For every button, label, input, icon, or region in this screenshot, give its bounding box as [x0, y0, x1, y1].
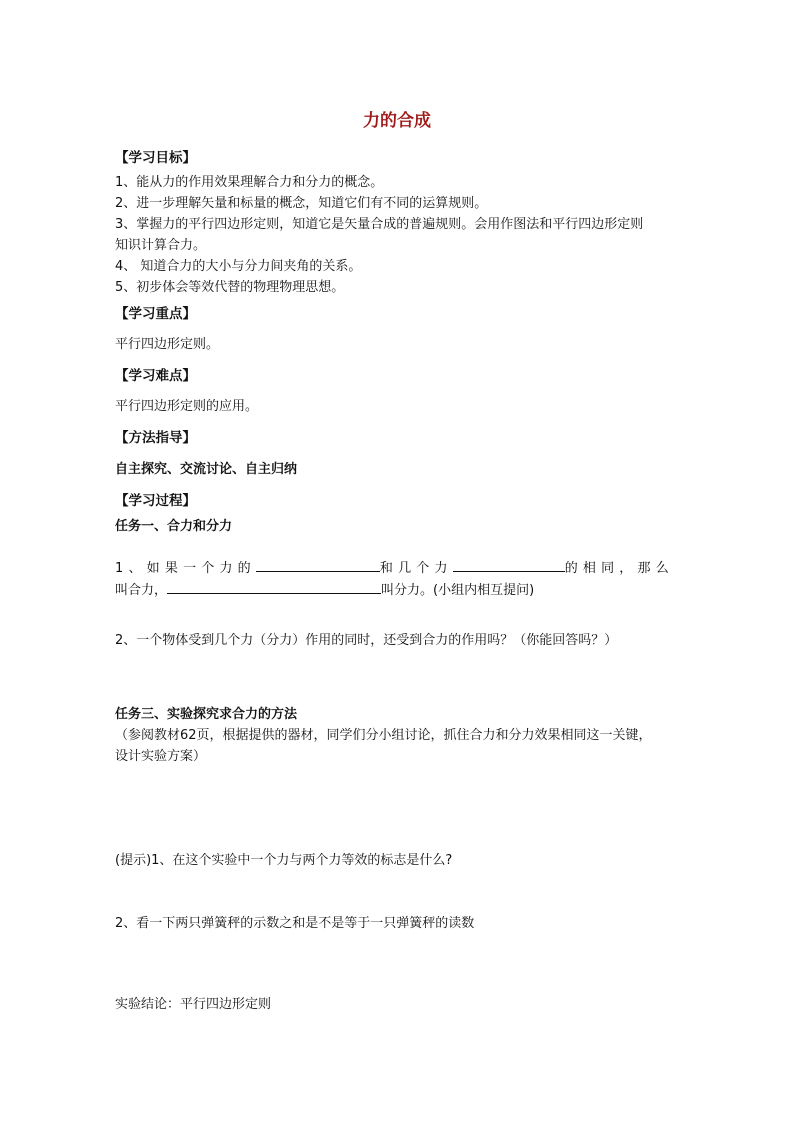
task1-question1-line1: [115, 557, 674, 576]
objective-item: 知识计算合力。: [115, 238, 207, 253]
fill-blank[interactable]: [256, 559, 380, 572]
q1-text-end: 的相同，那么: [564, 561, 674, 576]
objective-item: 2、进一步理解矢量和标量的概念，知道它们有不同的运算规则。: [115, 196, 488, 211]
method-heading: 【方法指导】: [115, 430, 196, 446]
task1-title: 任务一、合力和分力: [115, 519, 233, 534]
task3-hint1: (提示)1、在这个实验中一个力与两个力等效的标志是什么?: [115, 853, 453, 868]
q1-line2-start: 叫合力，: [115, 583, 168, 598]
process-heading: 【学习过程】: [115, 493, 196, 509]
fill-blank[interactable]: [167, 581, 381, 594]
difficulties-text: 平行四边形定则的应用。: [115, 399, 259, 414]
experiment-conclusion: 实验结论：平行四边形定则: [115, 997, 272, 1012]
key-points-heading: 【学习重点】: [115, 306, 196, 322]
task1-question1-line2: [115, 579, 534, 598]
task1-question2: 2、一个物体受到几个力（分力）作用的同时，还受到合力的作用吗？（你能回答吗？）: [115, 633, 618, 648]
difficulties-heading: 【学习难点】: [115, 368, 196, 384]
q1-text-middle: 和几个力: [379, 561, 453, 576]
q1-text-start: 1、如果一个力的: [115, 561, 256, 576]
objective-item: 1、能从力的作用效果理解合力和分力的概念。: [115, 175, 384, 190]
task3-intro-line2: 设计实验方案）: [115, 749, 207, 764]
objective-item: 3、掌握力的平行四边形定则，知道它是矢量合成的普遍规则。会用作图法和平行四边形定则: [115, 217, 644, 232]
fill-blank[interactable]: [453, 559, 565, 572]
key-points-text: 平行四边形定则。: [115, 337, 220, 352]
task3-hint2: 2、看一下两只弹簧秤的示数之和是不是等于一只弹簧秤的读数: [115, 916, 475, 931]
page-title: 力的合成: [363, 111, 431, 131]
objective-item: 4、 知道合力的大小与分力间夹角的关系。: [115, 259, 362, 274]
objectives-heading: 【学习目标】: [115, 150, 196, 166]
objective-item: 5、初步体会等效代替的物理物理思想。: [115, 280, 345, 295]
task3-title: 任务三、实验探究求合力的方法: [115, 707, 298, 722]
method-text: 自主探究、交流讨论、自主归纳: [115, 462, 298, 477]
task3-intro-line1: （参阅教材62页，根据提供的器材，同学们分小组讨论，抓住合力和分力效果相同这一关键，: [115, 728, 652, 743]
q1-line2-end: 叫分力。(小组内相互提问): [381, 583, 535, 598]
